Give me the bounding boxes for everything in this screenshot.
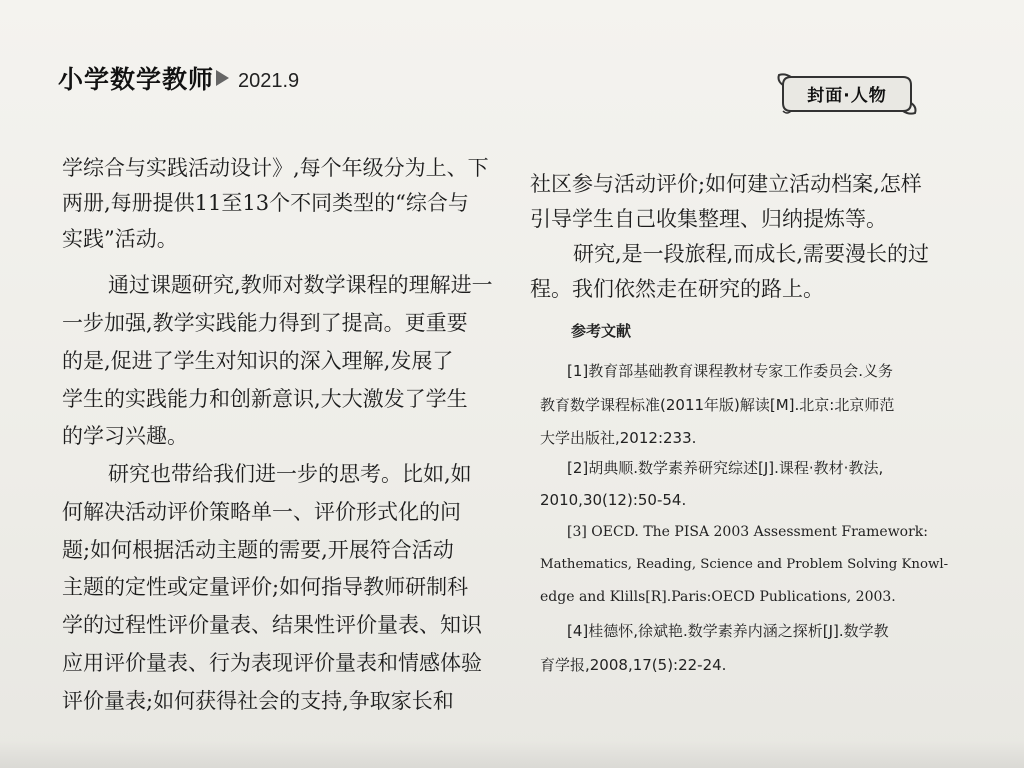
journal-title: 小学数学教师: [58, 65, 215, 94]
references-heading: 参考文献: [571, 322, 632, 340]
body-text-line: 的学习兴趣。: [62, 424, 188, 448]
body-text-line: 实践”活动。: [62, 227, 178, 251]
reference-line: 育学报,2008,17(5):22-24.: [540, 656, 727, 674]
body-text-line: 应用评价量表、行为表现评价量表和情感体验: [62, 651, 482, 675]
issue-number: 2021.9: [238, 70, 300, 92]
reference-line: [4]桂德怀,徐斌艳.数学素养内涵之探析[J].数学教: [567, 622, 889, 640]
body-text-line: 主题的定性或定量评价;如何指导教师研制科: [62, 575, 469, 599]
body-text-line: 学的过程性评价量表、结果性评价量表、知识: [62, 613, 482, 637]
column-badge: [777, 71, 917, 117]
body-text-line: 评价量表;如何获得社会的支持,争取家长和: [62, 689, 454, 713]
body-text-line: 引导学生自己收集整理、归纳提炼等。: [530, 207, 887, 231]
body-text-line: 社区参与活动评价;如何建立活动档案,怎样: [530, 172, 922, 196]
body-text-line: 通过课题研究,教师对数学课程的理解进一: [108, 273, 493, 297]
reference-line: 教育数学课程标准(2011年版)解读[M].北京:北京师范: [540, 396, 895, 414]
body-text-line: 一步加强,教学实践能力得到了提高。更重要: [62, 311, 468, 335]
reference-line: 大学出版社,2012:233.: [540, 429, 697, 447]
body-text-line: 研究,是一段旅程,而成长,需要漫长的过: [573, 242, 930, 266]
triangle-arrow-icon: [216, 70, 229, 86]
body-text-line: 学综合与实践活动设计》,每个年级分为上、下: [62, 156, 489, 180]
reference-line: Mathematics, Reading, Science and Problem Solving Knowl-: [540, 557, 949, 572]
reference-line: edge and Klills[R].Paris:OECD Publications, 2003.: [540, 589, 896, 605]
page-shadow: [0, 740, 1024, 768]
body-text-line: 研究也带给我们进一步的思考。比如,如: [108, 462, 472, 486]
body-text-line: 题;如何根据活动主题的需要,开展符合活动: [62, 538, 454, 562]
body-text-line: 学生的实践能力和创新意识,大大激发了学生: [62, 387, 468, 411]
reference-line: [1]教育部基础教育课程教材专家工作委员会.义务: [567, 362, 894, 380]
reference-line: [2]胡典顺.数学素养研究综述[J].课程·教材·教法,: [567, 459, 884, 477]
body-text-line: 两册,每册提供11至13个不同类型的“综合与: [62, 191, 469, 215]
reference-line: [3] OECD. The PISA 2003 Assessment Framework:: [567, 524, 928, 540]
body-text-line: 的是,促进了学生对知识的深入理解,发展了: [62, 349, 454, 373]
reference-line: 2010,30(12):50-54.: [540, 491, 687, 509]
column-badge-label: 封面·人物: [807, 86, 887, 106]
body-text-line: 程。我们依然走在研究的路上。: [530, 277, 824, 301]
body-text-line: 何解决活动评价策略单一、评价形式化的问: [62, 500, 461, 524]
